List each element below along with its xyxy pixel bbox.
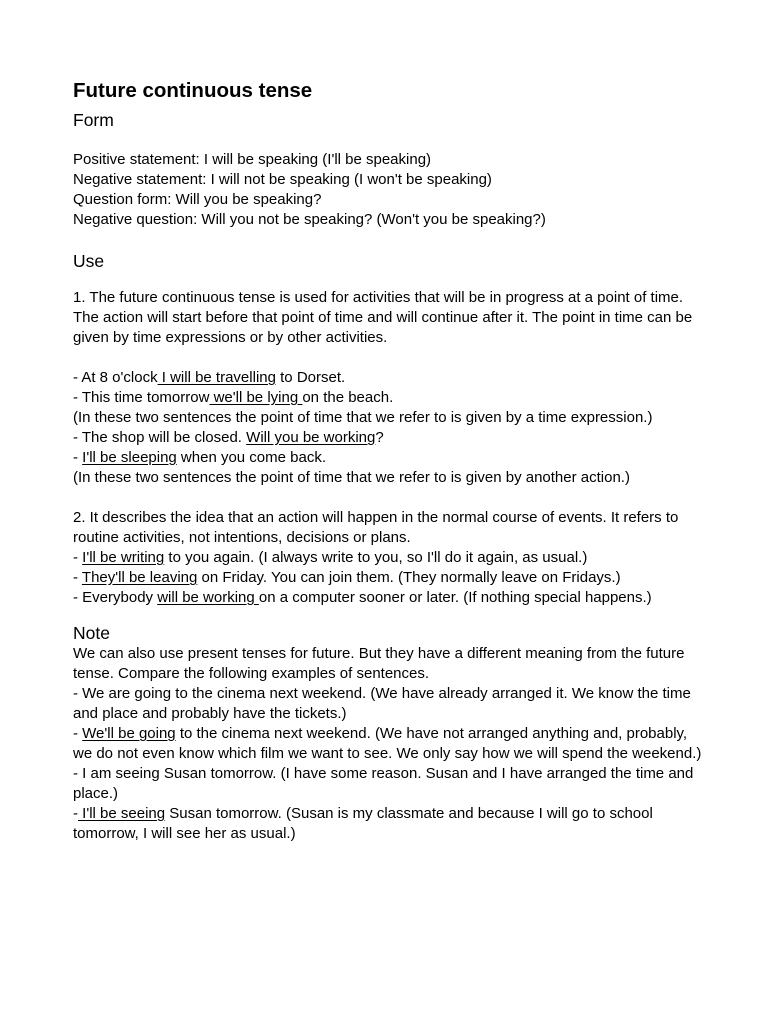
example-line bbox=[73, 724, 708, 764]
example-line: - I am seeing Susan tomorrow. (I have some reason. Susan and I have arranged the time and place.) bbox=[73, 765, 698, 802]
note-section bbox=[73, 644, 708, 844]
example-underlined: I'll be sleeping bbox=[82, 449, 177, 466]
form-line-positive: Positive statement: I will be speaking (I'll be speaking) bbox=[73, 151, 432, 168]
note-intro: We can also use present tenses for future. But they have a different meaning from the future tense. Compare the following examples of sentences. bbox=[73, 645, 689, 682]
form-line-negative-question: Negative question: Will you not be speaking? (Won't you be speaking?) bbox=[73, 211, 546, 228]
spacer bbox=[73, 608, 708, 622]
explanation-line: (In these two sentences the point of time that we refer to is given by a time expression.) bbox=[73, 409, 653, 426]
example-text: to Dorset. bbox=[275, 369, 346, 386]
use-point-2-intro: 2. It describes the idea that an action will happen in the normal course of events. It refers to routine activities, not intentions, decisions or plans. bbox=[73, 509, 683, 546]
example-text: - bbox=[73, 549, 83, 566]
example-text: ? bbox=[375, 429, 384, 446]
spacer bbox=[73, 348, 708, 368]
example-text: on Friday. You can join them. (They normally leave on Fridays.) bbox=[197, 569, 621, 586]
example-text: - Everybody bbox=[73, 589, 158, 606]
example-text: Susan tomorrow. (Susan is my classmate and because I will go to school tomorrow, I will see her as usual.) bbox=[73, 805, 657, 842]
example-text: on a computer sooner or later. (If nothing special happens.) bbox=[258, 589, 652, 606]
example-line bbox=[73, 804, 708, 844]
example-line bbox=[73, 388, 708, 408]
use-point-1 bbox=[73, 288, 708, 488]
example-underlined: We'll be going bbox=[82, 725, 176, 742]
form-line-question: Question form: Will you be speaking? bbox=[73, 191, 322, 208]
note-heading: Note bbox=[73, 623, 110, 643]
form-heading: Form bbox=[73, 110, 114, 130]
example-text: when you come back. bbox=[176, 449, 327, 466]
example-text: - This time tomorrow bbox=[73, 389, 210, 406]
example-line: - We are going to the cinema next weekend. (We have already arranged it. We know the time and place and probably have the tickets.) bbox=[73, 685, 695, 722]
spacer bbox=[73, 488, 708, 508]
example-line bbox=[73, 448, 708, 468]
explanation-line: (In these two sentences the point of time that we refer to is given by another action.) bbox=[73, 469, 630, 486]
example-underlined: Will you be working bbox=[246, 429, 376, 446]
example-line bbox=[73, 568, 708, 588]
example-underlined: I'll be seeing bbox=[78, 805, 166, 822]
example-underlined: They'll be leaving bbox=[81, 569, 198, 586]
example-text: - bbox=[73, 569, 82, 586]
example-line bbox=[73, 588, 708, 608]
form-section bbox=[73, 150, 708, 230]
example-underlined: I'll be writing bbox=[82, 549, 165, 566]
use-heading: Use bbox=[73, 251, 105, 271]
example-text: - The shop will be closed. bbox=[73, 429, 247, 446]
use-point-1-intro: 1. The future continuous tense is used for activities that will be in progress at a point of time. The action will start before that point of time and will continue after it. The point in time can be given by time expressions or by other activities. bbox=[73, 289, 697, 346]
example-underlined: I will be travelling bbox=[157, 369, 276, 386]
use-point-2 bbox=[73, 508, 708, 608]
example-line bbox=[73, 428, 708, 448]
form-line-negative: Negative statement: I will not be speaking (I won't be speaking) bbox=[73, 171, 492, 188]
example-line bbox=[73, 368, 708, 388]
spacer bbox=[73, 131, 708, 150]
example-text: - bbox=[73, 725, 83, 742]
spacer bbox=[73, 272, 708, 288]
example-underlined: will be working bbox=[157, 589, 259, 606]
spacer bbox=[73, 230, 708, 250]
example-text: - At 8 o'clock bbox=[73, 369, 158, 386]
document-title: Future continuous tense bbox=[73, 79, 313, 102]
example-text: - bbox=[73, 449, 83, 466]
example-text: - bbox=[73, 805, 78, 822]
example-text: to you again. (I always write to you, so I'll do it again, as usual.) bbox=[164, 549, 588, 566]
example-text: to the cinema next weekend. (We have not arranged anything and, probably, we do not even know which film we want to see. We only say how we will spend the weekend.) bbox=[73, 725, 702, 762]
example-text: on the beach. bbox=[302, 389, 394, 406]
example-underlined: we'll be lying bbox=[209, 389, 303, 406]
example-line bbox=[73, 548, 708, 568]
